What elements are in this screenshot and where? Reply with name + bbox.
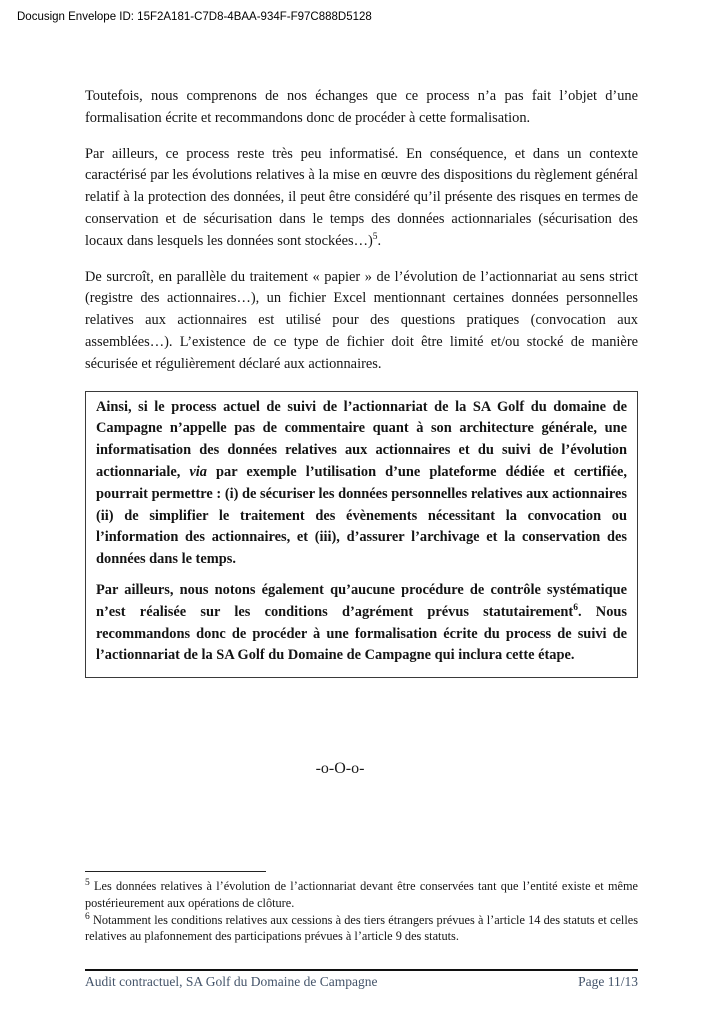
recommendation-paragraph-2 <box>96 580 627 667</box>
recommendation-paragraph-1-start: Ainsi, si le process actuel de suivi de l’actionnariat de la SA Golf du domaine de Campagne n’appelle pas de commentaire quant à son architecture générale, une informatisation des données relatives aux actionnaires et du suivi de l’évolution actionnariale, <box>96 398 627 480</box>
footnotes-section <box>85 871 638 945</box>
recommendation-paragraph-2-after: . Nous recommandons donc de procéder à une formalisation écrite du process de suivi de l’actionnariat de la SA Golf du Domaine de Campagne qui inclura cette étape. <box>96 603 627 664</box>
section-end-divider: -o-O-o- <box>315 760 365 777</box>
footer-page-number: Page 11/13 <box>578 974 638 989</box>
footnote-5-marker: 5 <box>85 877 90 888</box>
footnote-5-text: Les données relatives à l’évolution de l’actionnariat devant être conservées tant que l’entité existe et même postérieurement aux opérations de clôture. <box>85 879 638 910</box>
body-paragraph-2-text: Par ailleurs, ce process reste très peu informatisé. En conséquence, et dans un contexte caractérisé par les évolutions relatives à la mise en œuvre des dispositions du règlement général relatif à la protection des données, il peut être considéré qu’il présente des risques en termes de conservation et de sécurisation dans le temps des données actionnariales (sécurisation des locaux dans lesquels les données sont stockées…) <box>85 145 638 249</box>
footnote-ref-5: 5 <box>372 231 378 242</box>
footer-document-title: Audit contractuel, SA Golf du Domaine de Campagne <box>85 974 378 989</box>
recommendation-paragraph-1-end: par exemple l’utilisation d’une plateforme dédiée et certifiée, pourrait permettre : (i) de sécuriser les données personnelles relatives aux actionnaires (ii) de simplifier le traitement des évènements nécessitant la convocation ou l’information des actionnaires, et (iii), d’assurer l’archivage et la conservation des données dans le temps. <box>96 463 627 568</box>
footnote-separator-rule <box>85 871 266 872</box>
body-paragraph-3: De surcroît, en parallèle du traitement « papier » de l’évolution de l’actionnariat au sens strict (registre des actionnaires…), un fichier Excel mentionnant certaines données personnelles relatives aux actionnaires est utilisé pour des questions pratiques (convocation aux assemblées…). L’existence de ce type de fichier doit être limité et/ou stocké de manière sécurisée et régulièrement déclaré aux actionnaires. <box>85 268 638 372</box>
footnote-6-text: Notamment les conditions relatives aux cessions à des tiers étrangers prévues à l’article 14 des statuts et celles relatives au plafonnement des participations prévues à l’article 9 des statuts. <box>85 912 638 944</box>
recommendation-paragraph-1-italic-word: via <box>189 463 207 480</box>
recommendation-box <box>85 391 638 679</box>
footnote-5 <box>85 878 638 912</box>
page-footer-row <box>85 971 638 990</box>
body-paragraph-1: Toutefois, nous comprenons de nos échanges que ce process n’a pas fait l’objet d’une formalisation écrite et recommandons donc de procéder à cette formalisation. <box>85 88 638 126</box>
recommendation-paragraph-1 <box>96 397 627 571</box>
footnote-ref-6: 6 <box>573 602 578 613</box>
footnote-6 <box>85 912 638 946</box>
docusign-envelope-id: Docusign Envelope ID: 15F2A181-C7D8-4BAA-934F-F97C888D5128 <box>17 11 372 23</box>
document-body <box>85 86 638 678</box>
page-footer <box>85 969 638 990</box>
footnote-6-marker: 6 <box>85 911 90 922</box>
recommendation-paragraph-2-text: Par ailleurs, nous notons également qu’aucune procédure de contrôle systématique n’est réalisée sur les conditions d’agrément prévus statutairement <box>96 581 627 620</box>
body-paragraph-2-after: . <box>377 232 382 249</box>
body-paragraph-2 <box>85 144 638 253</box>
